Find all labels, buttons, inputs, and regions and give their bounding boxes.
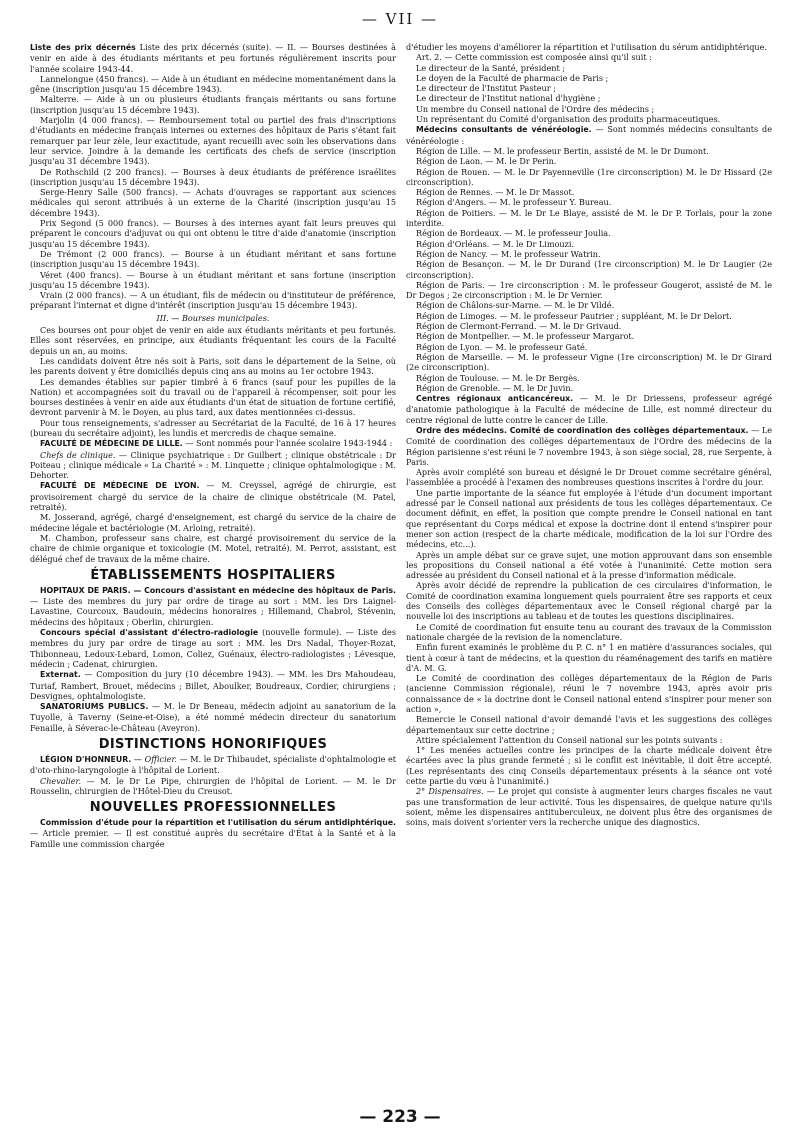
lead-bold: LÉGION D'HONNEUR. [40,755,132,764]
paragraph: Art. 2. — Cette commission est composée ainsi qu'il suit : [416,52,652,63]
list-item: Un membre du Conseil national de l'Ordre des médecins ; [416,103,655,114]
paragraph-text: — Le projet qui consiste à augmenter leurs charges fiscales ne vaut pas une transformation de leur activité. Tous les dispensaires, de quelque nature qu'ils soient, même les dispensaires antituberculeux, ne doivent plus être des organismes de soins, mais doivent s'orienter vers la recherche unique des diagnostics. [406,786,772,828]
list-item: Région de Bordeaux. — M. le professeur Joulia. [416,228,611,239]
paragraph-text: — Le Comité de coordination des collèges départementaux de l'Ordre des médecins de la Région parisienne s'est réuni le 7 novembre 1943, à son siège social, 28, rue Serpente, à Paris. [406,424,773,467]
paragraph: M. Chambon, professeur sans chaire, est chargé provisoirement du service de la chaire de chimie organique et toxicologie (M. Motel, retraité). M. Perrot, assistant, est délégué chef de travaux de la même chaire. [30,532,396,564]
paragraph: Après un ample débat sur ce grave sujet, une motion approuvant dans son ensemble les propositions du Conseil national a été votée à l'unanimité. Cette motion sera adressée au président du Conseil national et à la presse d'information médicale. [406,549,772,581]
paragraph: Prix Segond (5 000 francs). — Bourses à des internes ayant fait leurs preuves qui préparent le concours d'adjuvat ou qui ont obtenu le titre d'aide d'anatomie (inscription jusqu'au 15 décembre 1943). [30,218,396,249]
lead-bold: Ordre des médecins. Comité de coordination des collèges départementaux. [416,425,749,435]
section-heading: NOUVELLES PROFESSIONNELLES [89,800,337,816]
paragraph-text: — M. Creyssel, agrégé de chirurgie, est provisoirement chargé du service de la chaire de clinique obstétricale (M. Patel, retraité). [30,480,396,513]
paragraph [30,817,396,849]
list-item: Région de Paris. — 1re circonscription : M. le professeur Gougerot, assisté de M. le Dr Degos ; 2e circonscription : M. le Dr Vernier. [406,279,772,301]
list-item: Région de Grenoble. — M. le Dr Juvin. [416,382,574,393]
paragraph: M. Josserand, agrégé, chargé d'enseignement, est chargé du service de la chaire de médecine légale et bactériologie (M. Arloing, retraité). [30,512,396,533]
lead-italic: 2° Dispensaires. [416,786,484,797]
page-header-roman: — VII — [361,10,439,28]
paragraph [30,42,396,74]
lead-italic: — Officier. [131,754,177,764]
paragraph [30,669,396,701]
paragraph: Après avoir complété son bureau et désigné le Dr Drouet comme secrétaire général, l'assemblée a procédé à l'examen des nombreuses questions inscrites à l'ordre du jour. [406,467,772,488]
paragraph-text: — M. le Dr Driessens, professeur agrégé d'anatomie pathologique à la Faculté de médecine de Lille, est nommé directeur du centre régional de lutte contre le cancer de Lille. [406,393,773,425]
list-item: Région de Rouen. — M. le Dr Payenneville (1re circonscription) M. le Dr Hissard (2e circonscription). [406,166,772,187]
lead-bold: SANATORIUMS PUBLICS. [40,702,149,712]
paragraph [30,701,396,733]
paragraph [406,124,772,146]
paragraph-text: — Sont nommés médecins consultants de vénéréologie : [406,124,772,146]
paragraph [30,754,396,776]
lead-bold: Externat. [40,670,81,680]
list-item: Le doyen de la Faculté de pharmacie de Paris ; [416,72,609,83]
paragraph: Lannelongue (450 francs). — Aide à un étudiant en médecine momentanément dans la gêne (inscription jusqu'au 15 décembre 1943). [30,73,396,95]
lead-bold: Commission d'étude pour la répartition et l'utilisation du sérum antidiphtérique. [40,818,396,828]
left-column [30,42,396,849]
lead-bold: Médecins consultants de vénéréologie. [416,125,592,135]
paragraph [406,786,772,827]
list-item: Région de Nancy. — M. le professeur Watrin. [416,248,601,259]
lead-italic: Chefs de clinique. [40,449,116,460]
paragraph [30,585,396,627]
paragraph-text: — M. le Dr Beneau, médecin adjoint au sanatorium de la Tuyolle, à Taverny (Seine-et-Oise), a été nommé médecin directeur du sanatorium Fenaille, à Séverac-le-Château (Aveyron). [30,701,396,733]
paragraph: Enfin furent examinés le problème du P. C. n° 1 en matière d'assurances sociales, qui tient à cœur à tant de médecins, et la question du réaménagement des tarifs en matière d'A. M. G. [406,642,772,673]
paragraph-text: — Liste des membres du jury par ordre de tirage au sort : MM. les Drs Laignel-Lavastine, Courcoux, Baudouin, médecins honoraires ; Hillemand, Chabrol, Stévenin, médecins des hôpitaux ; Oberlin, chirurgien. [30,596,396,627]
paragraph: Véret (400 francs). — Bourse à un étudiant méritant et sans fortune (inscription jusqu'au 15 décembre 1943). [30,269,396,290]
paragraph-text: Liste des prix décernés (suite). — II. — Bourses destinées à venir en aide à des étudiants méritants et peu fortunés régulièrement inscrits pour l'année scolaire 1943-44. [30,42,397,74]
paragraph-text: — Clinique psychiatrique : Dr Guilbert ; clinique obstétricale : Dr Poiteau ; clinique médicale « La Charité » : M. Linquette ; clinique ophtalmologique : M. Dehorter. [30,449,397,481]
paragraph: Serge-Henry Salle (500 francs). — Achats d'ouvrages se rapportant aux sciences médicales qui seront attribués à un externe de la Charité (inscription jusqu'au 15 décembre 1943). [30,187,396,218]
paragraph: Une partie importante de la séance fut employée à l'étude d'un document important adressé par le Conseil national aux présidents de tous les collèges départementaux. Ce document définit, en effet, la position que compte prendre le Conseil national en tant que représentant du Corps médical et expose la doctrine dont il entend s'inspirer pour mener son action (respect de la charte médicale, modification de la loi sur l'Ordre des médecins, etc...). [406,487,772,550]
list-item: Le directeur de la Santé, président ; [416,62,566,73]
paragraph [30,776,396,797]
page-number: — 223 — [359,1107,441,1127]
list-item: Région de Poitiers. — M. le Dr Le Blaye, assisté de M. le Dr P. Torlais, pour la zone interdite. [406,207,772,229]
paragraph: Après avoir décidé de reprendre la publication de ces circulaires d'information, le Comité de coordination examina longuement quels pourraient être ses rapports et ceux des Conseils des collèges départementaux avec le Conseil régional chargé par la nouvelle loi des inscriptions au tableau et de toutes les questions disciplinaires. [406,580,772,622]
paragraph-text: — Article premier. — Il est constitué auprès du secrétaire d'État à la Santé et à la Famille une commission chargée [30,828,396,849]
paragraph [30,438,396,449]
list-item: Le directeur de l'Institut national d'hygiène ; [416,93,601,104]
lead-italic: Chevalier. [40,775,82,786]
list-item: Région de Clermont-Ferrand. — M. le Dr Grivaud. [416,321,622,332]
paragraph [30,627,396,669]
lead-bold: Centres régionaux anticancéreux. [416,394,574,404]
paragraph-text: — Sont nommés pour l'année scolaire 1943-1944 : [182,438,393,449]
paragraph: Malterre. — Aide à un ou plusieurs étudiants français méritants ou sans fortune (inscription jusqu'au 15 décembre 1943). [30,94,396,115]
list-item: Région de Châlons-sur-Marne. — M. le Dr Vildé. [416,300,615,311]
paragraph: Ces bourses ont pour objet de venir en aide aux étudiants méritants et peu fortunés. Elles sont réservées, en principe, aux étudiants fréquentant les cours de la Faculté depuis un an, au moins. [30,325,396,356]
lead-bold: Concours spécial d'assistant d'électro-radiologie [40,628,259,638]
paragraph: Remercie le Conseil national d'avoir demandé l'avis et les suggestions des collèges départementaux sur cette doctrine ; [406,714,772,735]
paragraph-text: (nouvelle formule). — Liste des membres du jury par ordre de tirage au sort : MM. les Drs Nadal, Thoyer-Rozat, Thibonneau, Ledoux-Lebard, Lomon, Coliez, Guénaux, électro-radiologistes ; Lévesque, médecin ; Cadenat, chirurgien. [30,627,396,669]
prizes-list-title: Liste des prix décernés [30,43,136,52]
paragraph: Marjolin (4 000 francs). — Remboursement total ou partiel des frais d'inscriptions d'étudiants en médecine français internes ou externes des hôpitaux de Paris s'étant fait remarquer par leur zèle, leur exactitude, ayant recueilli avec soin les observations dans leur service. Joindre à la demande les certificats des chefs de service (inscription jusqu'au 31 décembre 1943). [30,115,396,167]
paragraph: Le Comité de coordination des collèges départementaux de la Région de Paris (ancienne Commission régionale), réuni le 7 novembre 1943, après avoir pris connaissance de « la doctrine dont le Conseil national entend s'inspirer pour mener son action », [406,673,772,714]
list-item: Région d'Orléans. — M. le Dr Limouzi. [416,238,575,249]
paragraph: d'étudier les moyens d'améliorer la répartition et l'utilisation du sérum antidiphtérique. [406,42,768,52]
paragraph [406,425,772,467]
paragraph-text: — Composition du jury (10 décembre 1943). — MM. les Drs Mahoudeau, Turiaf, Rambert, Brouet, médecins ; Billet, Aboulker, Boudreaux, Cordier, chirurgiens ; Desvignes, ophtalmologiste. [30,669,396,701]
lead-bold: HOPITAUX DE PARIS. — Concours d'assistant en médecine des hôpitaux de Paris. [40,585,396,595]
paragraph: De Trémont (2 000 francs). — Bourse à un étudiant méritant et sans fortune (inscription jusqu'au 15 décembre 1943). [30,248,396,270]
list-item: Région de Rennes. — M. le Dr Massot. [416,187,575,198]
list-item: Un représentant du Comité d'organisation des produits pharmaceutiques. [416,114,721,125]
list-item: Région de Laon. — M. le Dr Perin. [416,156,557,167]
paragraph: 1° Les menées actuelles contre les principes de la charte médicale doivent être écartées avec la plus grande fermeté ; si le conflit est inévitable, il doit être accepté. (Les représentants des cinq Conseils départementaux présents à la séance ont voté cette partie du vœu à l'unanimité.) [406,745,772,787]
paragraph: Vrain (2 000 francs). — A un étudiant, fils de médecin ou d'instituteur de préférence, préparant l'internat et digne d'intérêt (inscription jusqu'au 15 décembre 1943). [30,290,396,311]
paragraph: Les demandes établies sur papier timbré à 6 francs (sauf pour les pupilles de la Nation) et accompagnées soit du travail ou de l'appareil à récompenser, soit pour les bourses destinées à venir en aide aux étudiants d'un état de situation de fortune certifié, devront parvenir à M. le Doyen, au plus tard, aux dates mentionnées ci-dessus. [30,376,396,418]
section-subheading: III. — Bourses municipales. [156,312,270,323]
paragraph [406,393,772,425]
list-item: Région de Besançon. — M. le Dr Durand (1re circonscription) M. le Dr Laugier (2e circonscription). [406,259,772,280]
list-item: Région de Montpellier. — M. le professeur Margarot. [416,331,635,342]
list-item: Région de Toulouse. — M. le Dr Bergès. [416,372,580,383]
section-heading: ÉTABLISSEMENTS HOSPITALIERS [90,567,336,583]
paragraph: Pour tous renseignements, s'adresser au Secrétariat de la Faculté, de 16 à 17 heures (bureau du secrétaire adjoint), les lundis et mercredis de chaque semaine. [30,417,396,438]
lead-bold: FACULTÉ DE MÉDECINE DE LYON. [40,481,200,491]
right-column [406,42,772,828]
section-heading: DISTINCTIONS HONORIFIQUES [98,737,328,752]
lead-bold: FACULTÉ DE MÉDECINE DE LILLE. [40,439,183,449]
paragraph: Les candidats doivent être nés soit à Paris, soit dans le département de la Seine, où les parents doivent y être domiciliés depuis cinq ans au moins au 1er octobre 1943. [30,355,396,377]
paragraph-text: — M. le Dr Le Pipe, chirurgien de l'hôpital de Lorient. — M. le Dr Rousselin, chirurgien de l'Hôtel-Dieu du Creusot. [30,775,396,796]
paragraph [30,480,396,512]
list-item: Le directeur de l'Institut Pasteur ; [416,83,556,94]
list-item: Région d'Angers. — M. le professeur Y. Bureau. [416,197,612,208]
paragraph-text: — M. le Dr Thibaudet, spécialiste d'ophtalmologie et d'oto-rhino-laryngologie à l'hôpital de Lorient. [30,754,396,776]
paragraph: De Rothschild (2 200 francs). — Bourses à deux étudiants de préférence israélites (inscription jusqu'au 15 décembre 1943). [30,166,396,187]
paragraph: Attire spécialement l'attention du Conseil national sur les points suivants : [416,734,723,745]
paragraph [30,450,396,481]
list-item: Région de Limoges. — M. le professeur Pautrier ; suppléant, M. le Dr Delort. [416,310,732,321]
paragraph: Le Comité de coordination fut ensuite tenu au courant des travaux de la Commission nationale chargée de la revision de la nomenclature. [406,621,772,642]
list-item: Région de Lille. — M. le professeur Bertin, assisté de M. le Dr Dumont. [416,145,709,156]
list-item: Région de Marseille. — M. le professeur Vigne (1re circonscription) M. le Dr Girard (2e circonscription). [406,351,772,373]
list-item: Région de Lyon. — M. le professeur Gaté. [416,341,588,352]
